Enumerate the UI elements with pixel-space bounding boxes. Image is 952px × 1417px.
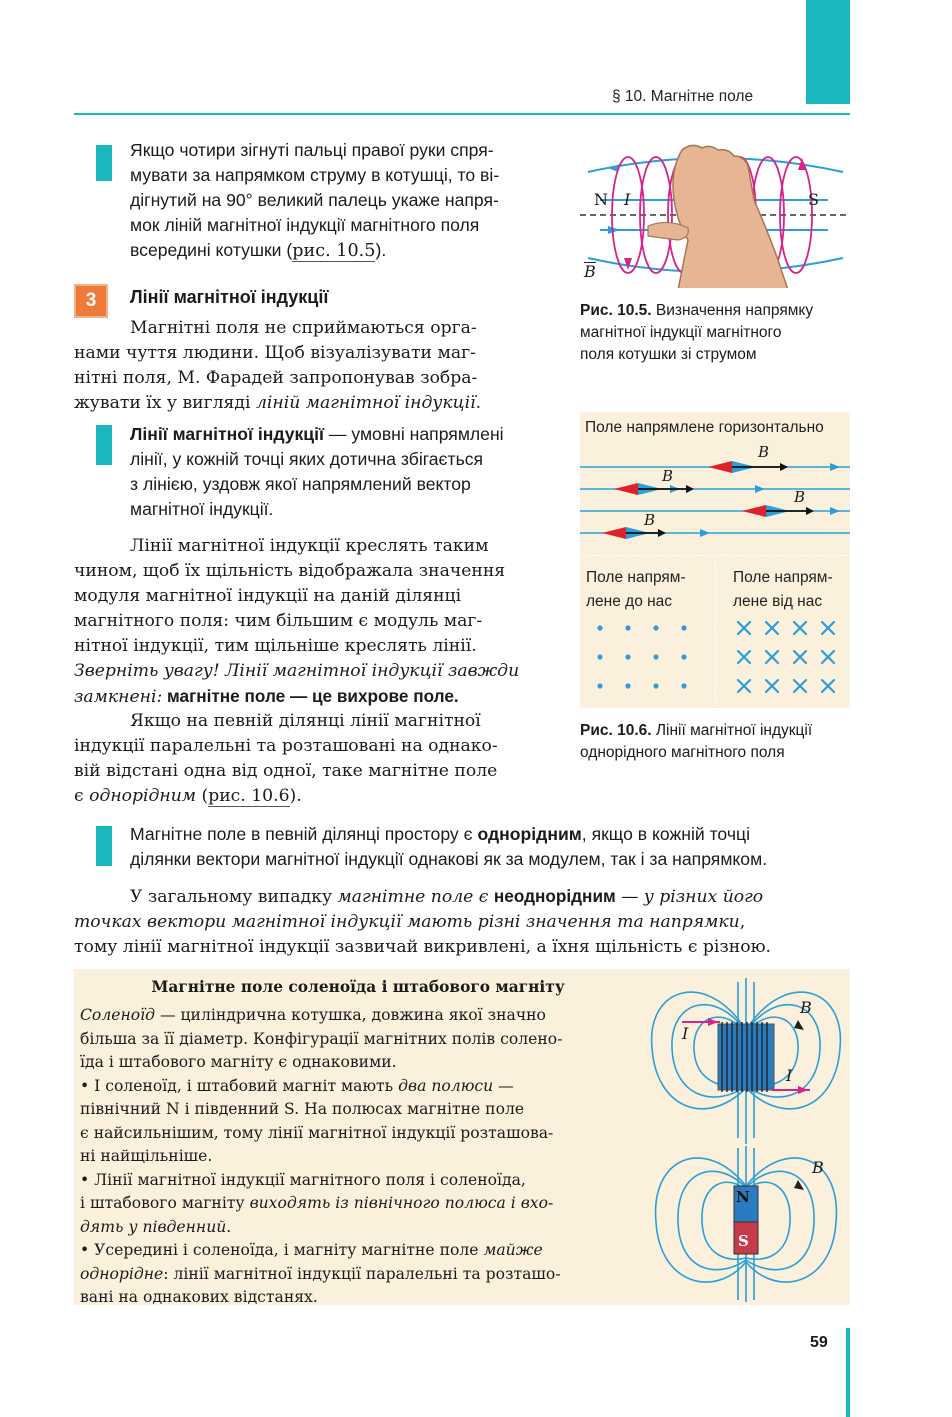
fig106-separator-h <box>582 555 848 556</box>
fig-10-6-caption: Рис. 10.6. Лінії магнітної індукції однорідного магнітного поля <box>580 722 813 761</box>
definition: Лінії магнітної індукції — умовні напрямлені лінії, у кожній точці яких дотична збігається з лінією, уздовж якої напрямлений вектор магнітної індукції. <box>130 424 504 519</box>
fig105-N: N <box>594 190 608 209</box>
section-title: Лінії магнітної індукції <box>130 287 329 307</box>
fig-10-6-horizontal-field <box>580 440 850 550</box>
magnet-N: N <box>736 1188 750 1206</box>
magnet-B: B <box>812 1158 824 1177</box>
fig106-toward-label: Поле напрям- лене до нас <box>586 569 686 610</box>
fig105-B: B <box>584 262 596 281</box>
solenoid-B: B <box>800 998 812 1017</box>
page-number: 59 <box>810 1334 828 1351</box>
intro-paragraph: Магнітні поля не сприймаються орга- нами чуття людини. Щоб візуалізувати маг- нітні поля, М. Фарадей запропонував зобра- жувати їх у вигляді ліній магнітної індукції. <box>74 318 482 413</box>
fig106-dots <box>590 618 700 698</box>
solenoid-I-bottom: I <box>786 1066 793 1085</box>
page-number-bar <box>846 1328 850 1417</box>
fig105-S: S <box>808 190 819 209</box>
fig105-B-arrow <box>584 262 596 264</box>
section-badge: 3 <box>74 284 108 318</box>
rule2-marker <box>96 826 112 866</box>
info-box-text: Соленоїд — циліндрична котушка, довжина якої значно більша за її діаметр. Конфігурації магнітних полів солено- їда і штабового магніту є однаковими. • І соленоїд, і штабовий магніт мають два полюси — північний N і південний S. На полюсах магнітне поле є найсильнішим, тому лінії магнітної індукції розташова- ні найщільніше. • Лінії магнітної індукції магнітного поля і соленоїда, і штабового магніту виходять із північного полюса і вхо- дять у південний. • Усередині і соленоїда, і магніту магнітне поле майже однорідне: лінії магнітної індукції паралельні та розташо- вані на однакових відстанях. <box>80 1006 563 1306</box>
fig105-I: I <box>624 190 631 209</box>
fig-10-5-link[interactable]: рис. 10.5 <box>292 241 376 261</box>
fig106-top-label: Поле напрямлене горизонтально <box>585 419 824 436</box>
definition-marker <box>96 425 112 465</box>
running-header: § 10. Магнітне поле <box>612 88 754 105</box>
fig106-away-label: Поле напрям- лене від нас <box>733 569 833 610</box>
solenoid-I-top: I <box>682 1024 689 1043</box>
general-paragraph: У загальному випадку магнітне поле є неоднорідним — у різних його точках вектори магнітної індукції мають різні значення та напрямки, тому лінії магнітної індукції зазвичай викривлені, а їхня щільність є різною. <box>74 886 772 957</box>
fig106-B-4: B <box>644 511 656 529</box>
rule-marker <box>96 145 112 181</box>
magnet-S: S <box>738 1232 749 1250</box>
info-box-title: Магнітне поле соленоїда і штабового магніту <box>151 978 565 996</box>
solenoid-field-figure <box>646 978 846 1144</box>
fig-10-6-link[interactable]: рис. 10.6 <box>208 786 290 806</box>
uniform-field-rule: Магнітне поле в певній ділянці простору є однорідним, якщо в кожній точці ділянки вектори магнітної індукції однакові як за модулем, так і за напрямком. <box>130 824 768 869</box>
fig-10-5-caption: Рис. 10.5. Визначення напрямку магнітної індукції магнітного поля котушки зі струмом <box>580 302 814 363</box>
fig106-crosses <box>734 618 846 700</box>
rule-paragraph: Якщо чотири зігнуті пальці правої руки спря- мувати за напрямком струму в котушці, то ві- дігнутий на 90° великий палець укаже напря- мок ліній магнітної індукції магнітного поля всередині котушки (рис. 10.5). <box>130 140 500 261</box>
corner-tab <box>806 0 850 104</box>
uniform-paragraph: Якщо на певній ділянці лінії магнітної індукції паралельні та розташовані на однако- вій відстані одна від одної, таке магнітне поле є однорідним (рис. 10.6). <box>74 711 498 806</box>
density-paragraph: Лінії магнітної індукції креслять таким чином, щоб їх щільність відображала значення модуля магнітної індукції на даній ділянці магнітного поля: чим більшим є модуль маг- нітної індукції, тим щільніше креслять лінії. Зверніть увагу! Лінії магнітної індукції завжди замкнені: магнітне поле — це вихрове поле. <box>74 536 520 707</box>
fig106-B-2: B <box>662 467 674 485</box>
fig-10-5-coil-hand <box>578 140 850 288</box>
fig106-separator-v <box>715 560 716 706</box>
header-rule <box>74 113 850 115</box>
fig106-B-3: B <box>794 488 806 506</box>
fig106-B-1: B <box>758 443 770 461</box>
